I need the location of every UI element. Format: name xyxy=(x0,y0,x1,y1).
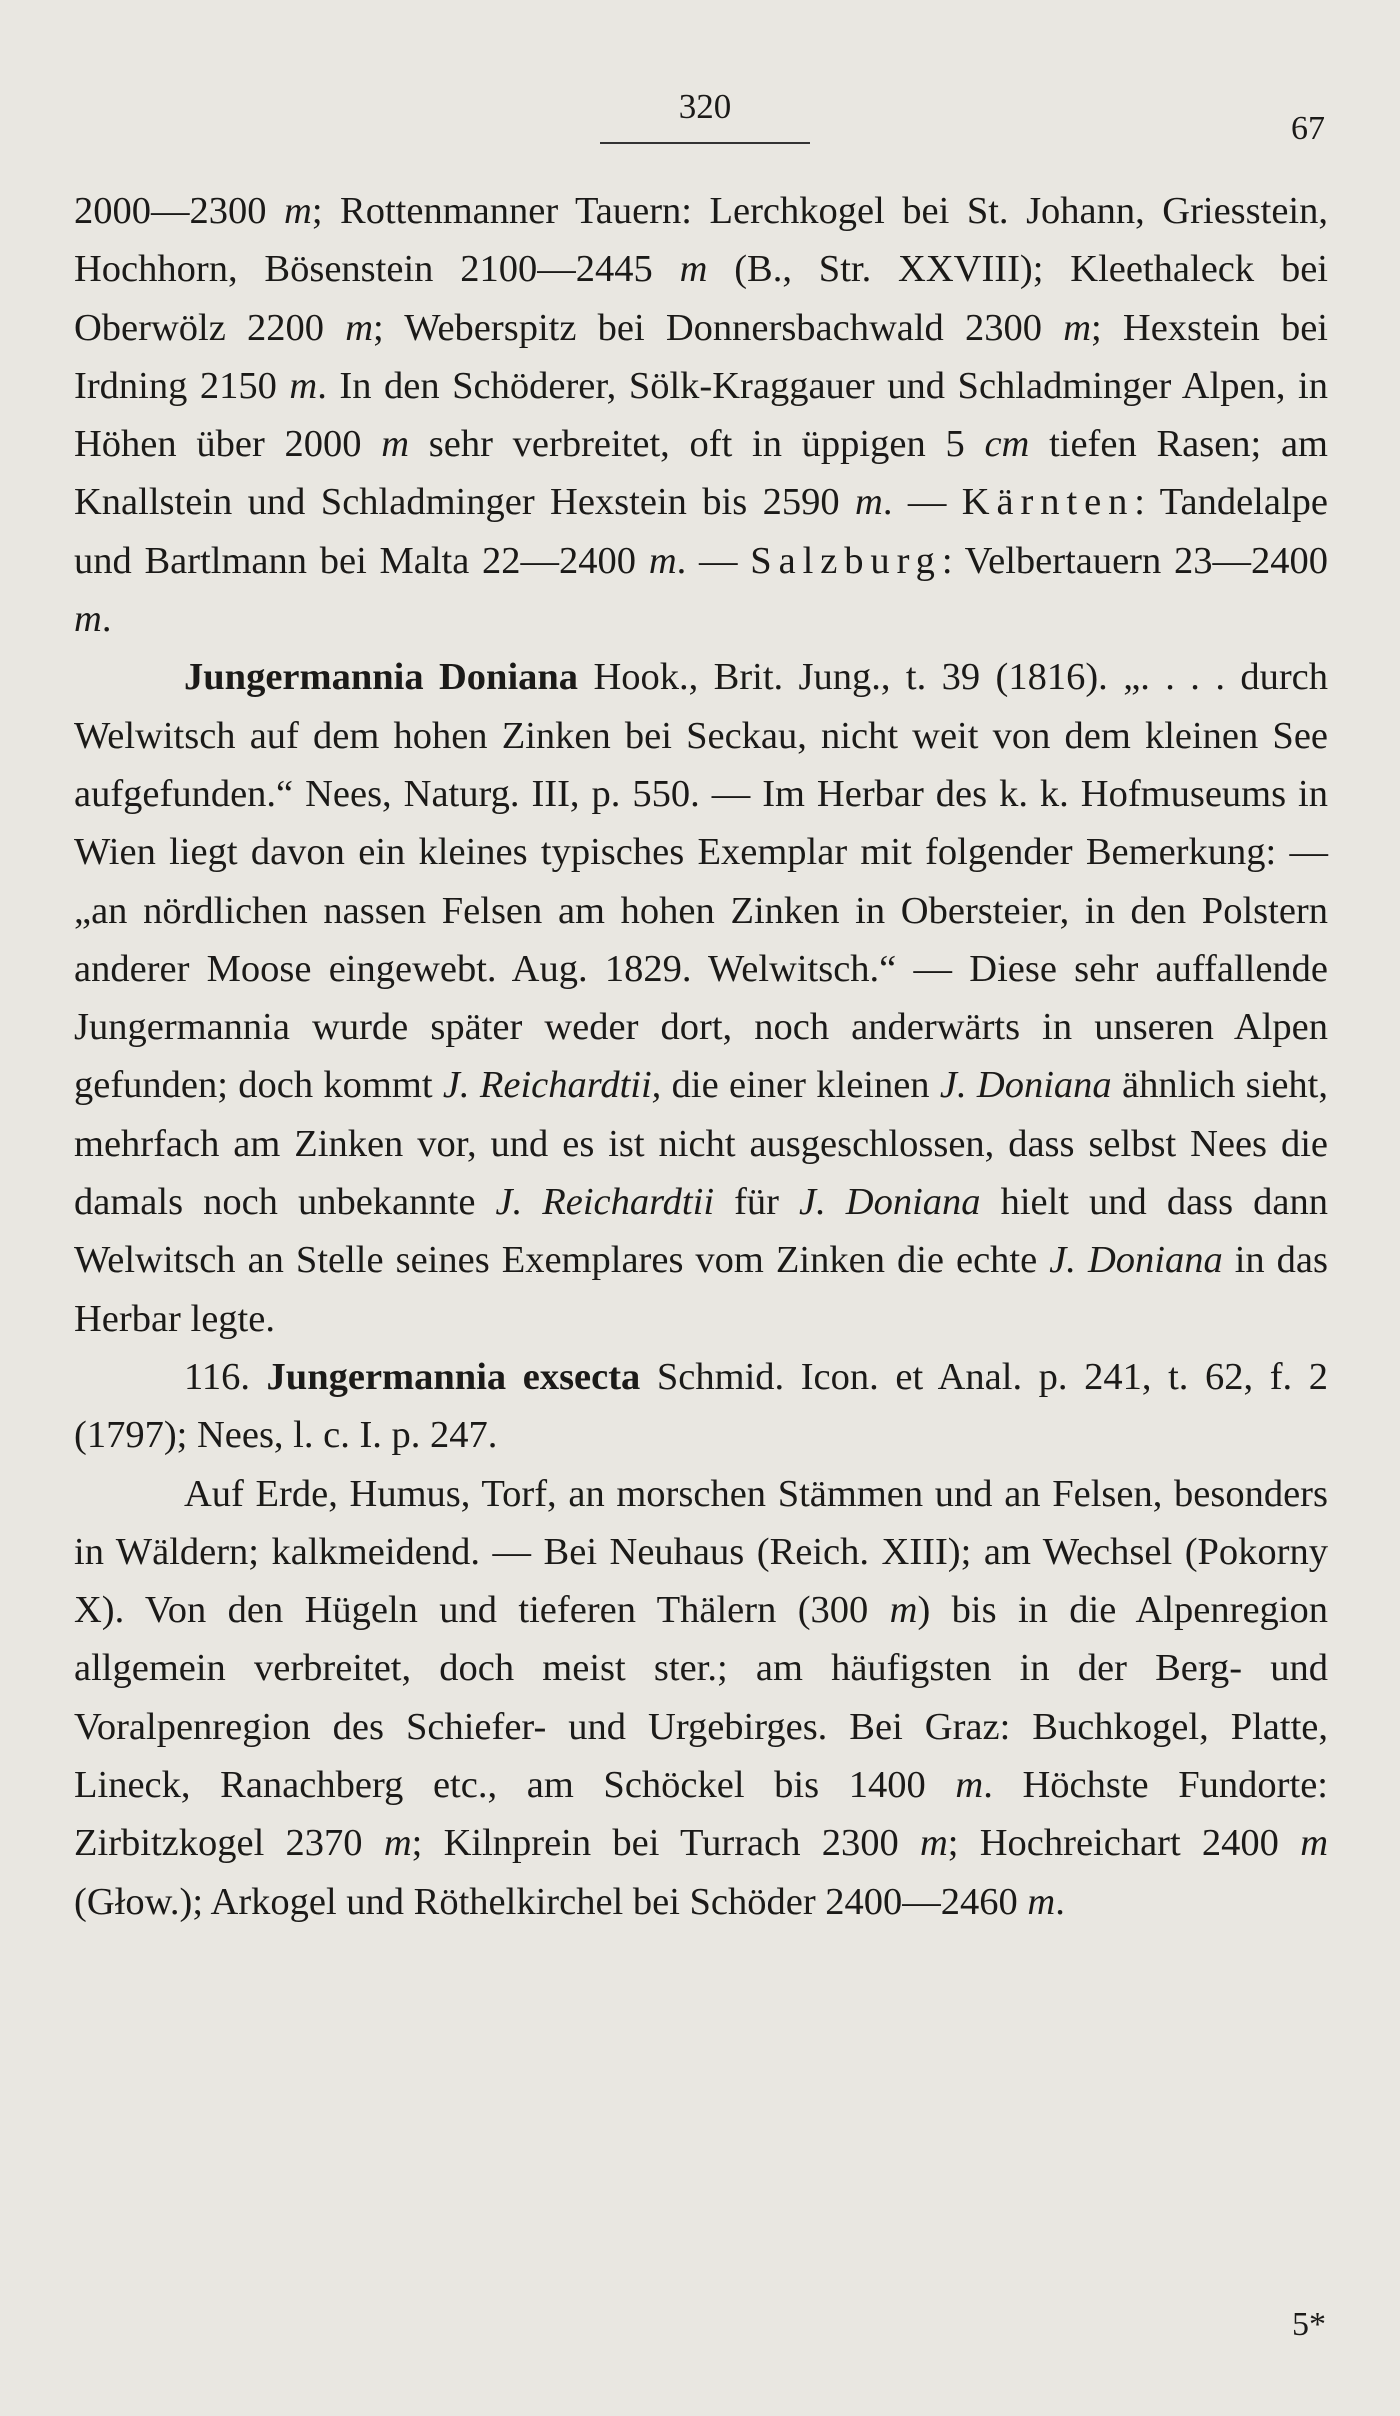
original-page-number: 320 xyxy=(678,87,732,126)
signature-mark: 5* xyxy=(1292,2306,1326,2343)
species-name: Jungermannia exsecta xyxy=(266,1355,641,1398)
body-text xyxy=(74,182,1328,1931)
paragraph-continuation: 2000—2300 m; Rottenmanner Tauern: Lerchkogel bei St. Johann, Griesstein, Hochhorn, Bösenstein 2100—2445 m (B., Str. XXVIII); Kleethaleck bei Oberwölz 2200 m; Weberspitz bei Donnersbachwald 2300 m; Hexstein bei Irdning 2150 m. In den Schöderer, Sölk-Kraggauer und Schladminger Alpen, in Höhen über 2000 m sehr verbreitet, oft in üppigen 5 cm tiefen Rasen; am Knallstein und Schladminger Hexstein bis 2590 m. — Kärnten: Tandelalpe und Bartlmann bei Malta 22—2400 m. — Salzburg: Velbertauern 23—2400 m. xyxy=(74,190,1329,641)
page-number-rule xyxy=(600,142,810,144)
region-heading: Kärnten xyxy=(961,481,1135,524)
paragraph-exsecta-localities: Auf Erde, Humus, Torf, an morschen Stämmen und an Felsen, besonders in Wäldern; kalkmeidend. — Bei Neuhaus (Reich. XIII); am Wechsel (Pokorny X). Von den Hügeln und tieferen Thälern (300 m) bis in die Alpenregion allgemein verbreitet, doch meist ster.; am häufigsten in der Berg- und Voralpenregion des Schiefer- und Urgebirges. Bei Graz: Buchkogel, Platte, Lineck, Ranachberg etc., am Schöckel bis 1400 m. Höchste Fundorte: Zirbitzkogel 2370 m; Kilnprein bei Turrach 2300 m; Hochreichart 2400 m (Głow.); Arkogel und Röthelkirchel bei Schöder 2400—2460 m. xyxy=(74,1472,1328,1923)
paragraph-exsecta-heading: 116. Jungermannia exsecta Schmid. Icon. et Anal. p. 241, t. 62, f. 2 (1797); Nees, l. c. I. p. 247. xyxy=(74,1355,1328,1457)
paragraph-doniana: Jungermannia Doniana Hook., Brit. Jung., t. 39 (1816). „. . . . durch Welwitsch auf dem hohen Zinken bei Seckau, nicht weit von dem kleinen See aufgefunden.“ Nees, Naturg. III, p. 550. — Im Herbar des k. k. Hofmuseums in Wien liegt davon ein kleines typisches Exemplar mit folgender Bemerkung: — „an nördlichen nassen Felsen am hohen Zinken in Obersteier, in den Polstern anderer Moose eingewebt. Aug. 1829. Welwitsch.“ — Diese sehr auffallende Jungermannia wurde später weder dort, noch anderwärts in unseren Alpen gefunden; doch kommt J. Reichardtii, die einer kleinen J. Doniana ähnlich sieht, mehrfach am Zinken vor, und es ist nicht ausgeschlossen, dass selbst Nees die damals noch unbekannte J. Reichardtii für J. Doniana hielt und dass dann Welwitsch an Stelle seines Exemplares vom Zinken die echte J. Doniana in das Herbar legte. xyxy=(74,656,1329,1340)
species-name: Jungermannia Doniana xyxy=(184,656,579,699)
region-heading: Salzburg xyxy=(750,539,942,582)
page-number: 67 xyxy=(1291,110,1325,147)
species-number: 116. xyxy=(184,1355,267,1398)
